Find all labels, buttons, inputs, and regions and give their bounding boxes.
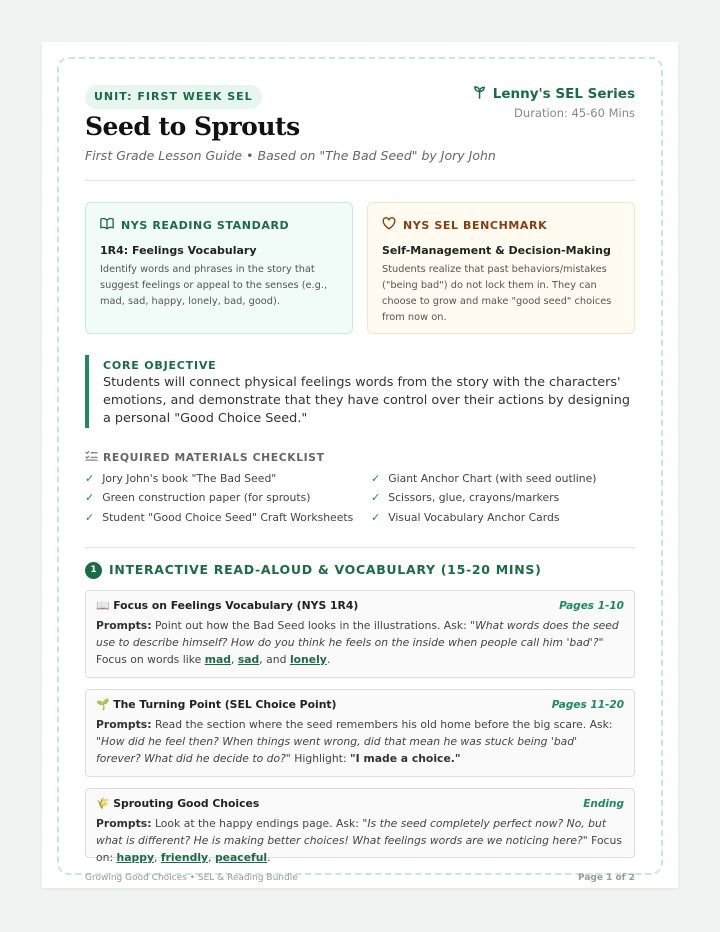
section-number-badge: 1 [85,562,102,579]
reading-standard-text: Identify words and phrases in the story that suggest feelings or appeal to the senses (e.g., mad, sad, happy, lonely, bad, good). [100,264,328,307]
sprout-icon [473,84,488,103]
section-divider [85,547,635,548]
keyword-link[interactable]: friendly [160,851,209,864]
keyword-link[interactable]: lonely [289,653,327,666]
book-emoji-icon: 📖 [96,599,110,612]
footer-page-number: Page 1 of 2 [578,873,635,883]
objective-heading: CORE OBJECTIVE [103,359,217,372]
activity-card [85,788,635,864]
duration-label: Duration: 45-60 Mins [514,106,635,120]
check-icon: ✓ [371,472,381,485]
objective-text: Students will connect physical feelings words from the story with the characters' emotions, and demonstrate that they have control over their actions by designing a personal "Good Choice Seed." [103,375,630,426]
card-body: Prompts: Look at the happy endings page. Ask: "Is the seed completely perfect now? No, but what is different? He is making better choices! What feelings words are we noticing here?" Focus on: happy, friendly, peaceful. [96,817,622,864]
card-pages: Pages 1-10 [559,599,624,612]
unit-badge: UNIT: FIRST WEEK SEL [85,85,262,109]
check-icon: ✓ [371,491,381,504]
heart-icon [382,217,396,233]
card-title: Focus on Feelings Vocabulary (NYS 1R4) [113,599,359,612]
activity-card [85,689,635,777]
materials-item: ✓ Green construction paper (for sprouts) [85,491,311,504]
materials-heading: REQUIRED MATERIALS CHECKLIST [85,450,325,464]
reading-standard-heading: NYS READING STANDARD [121,218,290,232]
brand-name: Lenny's SEL Series [492,85,635,102]
activity-card [85,590,635,678]
reading-standard-box [85,202,353,334]
page-title: Seed to Sprouts [85,112,300,141]
materials-item: ✓ Giant Anchor Chart (with seed outline) [371,472,597,485]
check-icon: ✓ [85,491,95,504]
card-title: Sprouting Good Choices [113,797,260,810]
materials-item: ✓ Jory John's book "The Bad Seed" [85,472,277,485]
card-body: Prompts: Read the section where the seed remembers his old home before the big scare. Ask: "How did he feel then? When things went wrong, did that mean he was stuck being 'bad' forever? What did he decide to do?" Highlight: "I made a choice." [96,718,613,765]
footer-bundle-name: Growing Good Choices • SEL & Reading Bundle [85,873,298,883]
brand-header [473,84,635,103]
core-objective [85,355,635,428]
card-pages: Pages 11-20 [551,698,624,711]
sel-benchmark-heading: NYS SEL BENCHMARK [403,218,548,232]
keyword-link[interactable]: peaceful [214,851,268,864]
card-title: The Turning Point (SEL Choice Point) [113,698,337,711]
check-icon: ✓ [85,511,95,524]
page-subtitle: First Grade Lesson Guide • Based on "The Bad Seed" by Jory John [85,148,496,163]
header-divider [85,180,635,181]
keyword-link[interactable]: happy [116,851,154,864]
keyword-link[interactable]: mad [204,653,231,666]
check-icon: ✓ [85,472,95,485]
checklist-icon [85,450,98,464]
card-body: Prompts: Point out how the Bad Seed looks in the illustrations. Ask: "What words does the seed use to describe himself? How do you think he feels on the inside when people call him 'bad'?" Focus on words like mad, sad, and lonely. [96,619,619,666]
book-icon [100,217,114,233]
materials-item: ✓ Visual Vocabulary Anchor Cards [371,511,560,524]
sel-benchmark-subheading: Self-Management & Decision-Making [382,244,611,257]
wheat-emoji-icon: 🌾 [96,797,110,810]
materials-item: ✓ Scissors, glue, crayons/markers [371,491,560,504]
sprout-emoji-icon: 🌱 [96,698,110,711]
materials-item: ✓ Student "Good Choice Seed" Craft Worksheets [85,511,354,524]
reading-standard-subheading: 1R4: Feelings Vocabulary [100,244,257,257]
card-pages: Ending [583,797,624,810]
check-icon: ✓ [371,511,381,524]
sel-benchmark-text: Students realize that past behaviors/mistakes ("being bad") do not lock them in. They can choose to grow and make "good seed" choices from now on. [382,264,612,323]
keyword-link[interactable]: sad [237,653,260,666]
section-title: INTERACTIVE READ-ALOUD & VOCABULARY (15-20 MINS) [109,562,542,577]
sel-benchmark-box [367,202,635,334]
